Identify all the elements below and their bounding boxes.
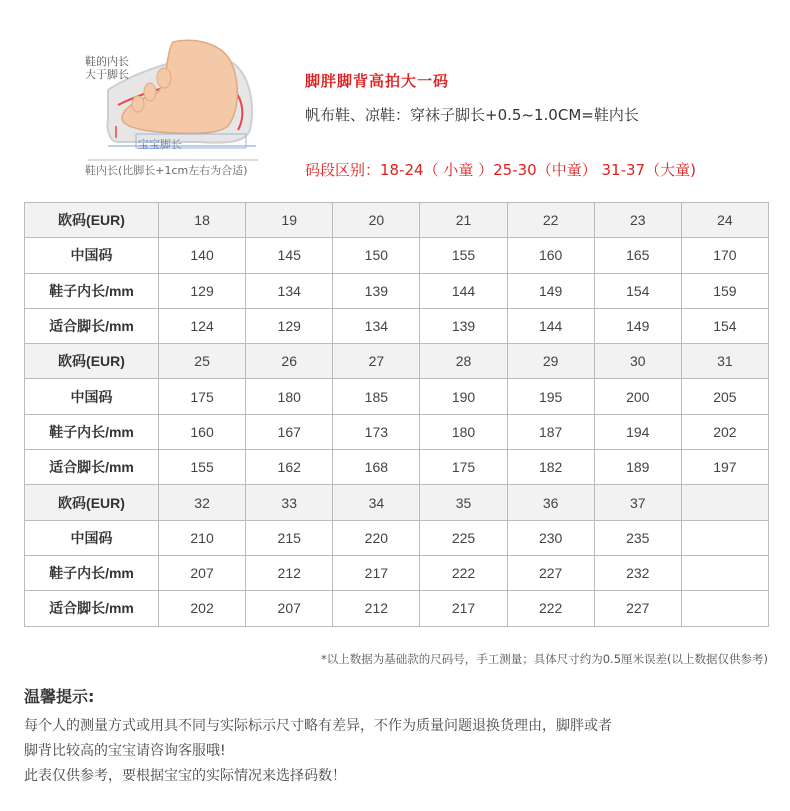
table-cell: 235 xyxy=(594,520,681,555)
table-cell: 162 xyxy=(246,450,333,485)
table-cell: 200 xyxy=(594,379,681,414)
subline: 帆布鞋、凉鞋：穿袜子脚长+0.5~1.0CM=鞋内长 xyxy=(305,106,639,124)
row-label: 中国码 xyxy=(25,520,159,555)
table-row xyxy=(25,555,769,590)
table-cell xyxy=(681,485,768,520)
table-cell: 175 xyxy=(420,450,507,485)
table-row xyxy=(25,273,769,308)
table-cell: 134 xyxy=(333,308,420,343)
table-cell: 149 xyxy=(507,273,594,308)
table-cell: 217 xyxy=(333,555,420,590)
table-cell: 205 xyxy=(681,379,768,414)
table-cell: 215 xyxy=(246,520,333,555)
table-cell: 144 xyxy=(420,273,507,308)
table-cell: 187 xyxy=(507,414,594,449)
table-cell: 202 xyxy=(681,414,768,449)
table-cell: 222 xyxy=(507,591,594,626)
row-label: 中国码 xyxy=(25,238,159,273)
tips-text xyxy=(24,714,774,789)
table-cell: 30 xyxy=(594,344,681,379)
shoe-length-label: 鞋内长(比脚长+1cm左右为合适) xyxy=(85,164,248,177)
table-cell: 170 xyxy=(681,238,768,273)
table-cell: 154 xyxy=(681,308,768,343)
footnote: *以上数据为基础款的尺码号，手工测量；具体尺寸约为0.5厘米误差(以上数据仅供参考) xyxy=(320,652,768,666)
row-label: 欧码(EUR) xyxy=(25,344,159,379)
table-cell: 134 xyxy=(246,273,333,308)
table-cell: 140 xyxy=(159,238,246,273)
shoe-inner-label-2: 大于脚长 xyxy=(85,68,129,81)
foot-in-shoe-icon xyxy=(78,30,278,185)
table-row xyxy=(25,203,769,238)
table-cell: 232 xyxy=(594,555,681,590)
row-label: 鞋子内长/mm xyxy=(25,555,159,590)
table-cell: 29 xyxy=(507,344,594,379)
size-ranges: 码段区别：18-24（ 小童 ）25-30（中童） 31-37（大童) xyxy=(305,161,696,179)
table-cell: 190 xyxy=(420,379,507,414)
table-cell: 28 xyxy=(420,344,507,379)
table-cell: 155 xyxy=(420,238,507,273)
table-cell: 33 xyxy=(246,485,333,520)
table-cell: 149 xyxy=(594,308,681,343)
table-cell: 230 xyxy=(507,520,594,555)
table-cell xyxy=(681,520,768,555)
table-cell xyxy=(681,591,768,626)
table-cell: 197 xyxy=(681,450,768,485)
row-label: 欧码(EUR) xyxy=(25,203,159,238)
table-cell: 35 xyxy=(420,485,507,520)
table-row xyxy=(25,591,769,626)
table-cell: 144 xyxy=(507,308,594,343)
table-cell: 32 xyxy=(159,485,246,520)
table-cell: 124 xyxy=(159,308,246,343)
headline: 脚胖脚背高拍大一码 xyxy=(305,72,450,90)
table-cell: 159 xyxy=(681,273,768,308)
row-label: 中国码 xyxy=(25,379,159,414)
table-cell: 129 xyxy=(246,308,333,343)
table-cell: 227 xyxy=(507,555,594,590)
table-cell xyxy=(681,555,768,590)
shoe-inner-label-1: 鞋的内长 xyxy=(85,55,129,68)
table-cell: 173 xyxy=(333,414,420,449)
row-label: 适合脚长/mm xyxy=(25,450,159,485)
row-label: 鞋子内长/mm xyxy=(25,273,159,308)
table-cell: 145 xyxy=(246,238,333,273)
row-label: 欧码(EUR) xyxy=(25,485,159,520)
table-cell: 225 xyxy=(420,520,507,555)
table-cell: 23 xyxy=(594,203,681,238)
table-cell: 155 xyxy=(159,450,246,485)
table-cell: 222 xyxy=(420,555,507,590)
table-cell: 167 xyxy=(246,414,333,449)
table-row xyxy=(25,520,769,555)
table-cell: 212 xyxy=(246,555,333,590)
table-cell: 160 xyxy=(507,238,594,273)
table-row xyxy=(25,414,769,449)
table-cell: 185 xyxy=(333,379,420,414)
table-cell: 27 xyxy=(333,344,420,379)
table-cell: 195 xyxy=(507,379,594,414)
table-cell: 180 xyxy=(246,379,333,414)
table-cell: 210 xyxy=(159,520,246,555)
table-cell: 139 xyxy=(420,308,507,343)
baby-foot-label: 宝宝脚长 xyxy=(138,138,182,151)
table-cell: 22 xyxy=(507,203,594,238)
table-cell: 129 xyxy=(159,273,246,308)
table-cell: 18 xyxy=(159,203,246,238)
table-cell: 19 xyxy=(246,203,333,238)
table-row xyxy=(25,485,769,520)
table-cell: 24 xyxy=(681,203,768,238)
table-cell: 25 xyxy=(159,344,246,379)
table-cell: 189 xyxy=(594,450,681,485)
table-cell: 20 xyxy=(333,203,420,238)
tips-title: 温馨提示: xyxy=(24,687,95,706)
table-cell: 212 xyxy=(333,591,420,626)
table-cell: 150 xyxy=(333,238,420,273)
table-row xyxy=(25,450,769,485)
table-cell: 202 xyxy=(159,591,246,626)
table-row xyxy=(25,379,769,414)
tips-line: 此表仅供参考，要根据宝宝的实际情况来选择码数！ xyxy=(24,768,346,784)
table-cell: 168 xyxy=(333,450,420,485)
table-cell: 165 xyxy=(594,238,681,273)
row-label: 鞋子内长/mm xyxy=(25,414,159,449)
table-cell: 34 xyxy=(333,485,420,520)
table-cell: 139 xyxy=(333,273,420,308)
table-row xyxy=(25,308,769,343)
table-cell: 220 xyxy=(333,520,420,555)
size-table xyxy=(24,202,769,627)
row-label: 适合脚长/mm xyxy=(25,308,159,343)
table-row xyxy=(25,344,769,379)
table-cell: 36 xyxy=(507,485,594,520)
tips-line: 每个人的测量方式或用具不同与实际标示尺寸略有差异，不作为质量问题退换货理由，脚胖或者 xyxy=(24,718,612,734)
table-cell: 31 xyxy=(681,344,768,379)
table-cell: 207 xyxy=(246,591,333,626)
table-cell: 26 xyxy=(246,344,333,379)
table-cell: 182 xyxy=(507,450,594,485)
table-cell: 207 xyxy=(159,555,246,590)
table-row xyxy=(25,238,769,273)
table-cell: 180 xyxy=(420,414,507,449)
table-cell: 175 xyxy=(159,379,246,414)
table-cell: 217 xyxy=(420,591,507,626)
tips-line: 脚背比较高的宝宝请咨询客服哦! xyxy=(24,743,226,759)
table-cell: 194 xyxy=(594,414,681,449)
row-label: 适合脚长/mm xyxy=(25,591,159,626)
table-cell: 37 xyxy=(594,485,681,520)
table-cell: 227 xyxy=(594,591,681,626)
table-cell: 21 xyxy=(420,203,507,238)
table-cell: 160 xyxy=(159,414,246,449)
table-cell: 154 xyxy=(594,273,681,308)
foot-shoe-illustration xyxy=(78,30,278,185)
